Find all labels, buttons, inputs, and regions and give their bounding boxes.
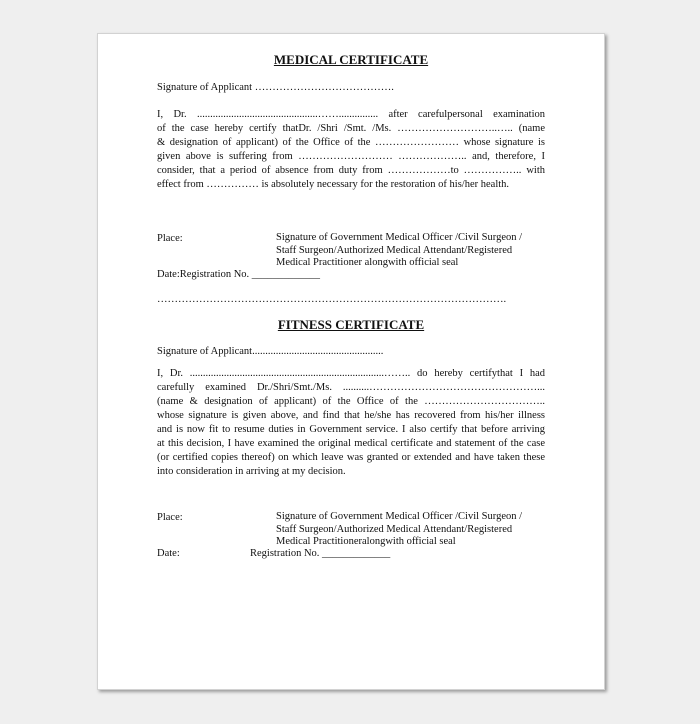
medical-body-line: consider, that a period of absence from duty from ………………to …………….. with <box>157 165 545 176</box>
signature-block-line: Signature of Government Medical Officer /Civil Surgeon / <box>276 511 523 522</box>
fitness-body-line: I, Dr. ..........................................................................…….. do hereby certifythat I had <box>157 368 545 379</box>
medical-signature-block <box>276 232 522 270</box>
medical-applicant-signature-line: Signature of Applicant …………………………………. <box>157 82 394 93</box>
signature-block-line: Staff Surgeon/Authorized Medical Attendant/Registered <box>276 244 513 256</box>
signature-block-line: Staff Surgeon/Authorized Medical Attendant/Registered <box>276 523 513 535</box>
medical-date-registration: Date:Registration No. _____________ <box>157 269 321 280</box>
medical-body-line: & designation of applicant) of the Office of the …………………… whose signature is <box>157 137 545 148</box>
medical-certificate-body <box>157 108 545 192</box>
fitness-signature-block <box>276 511 522 549</box>
signature-block-line: Signature of Government Medical Officer /Civil Surgeon / <box>276 232 523 243</box>
medical-body-line: given above is suffering from ……………………… ……………….. and, therefore, I <box>157 151 545 162</box>
medical-place-label: Place: <box>157 233 183 244</box>
fitness-certificate-body <box>157 367 545 479</box>
fitness-certificate-title: FITNESS CERTIFICATE <box>277 317 425 332</box>
signature-block-line: Medical Practitioner alongwith official seal <box>276 257 459 268</box>
medical-body-line: I, Dr. ..............................................……............... after carefulpersonal examination <box>157 109 545 120</box>
fitness-body-line: (or certified copies thereof) on which leave was granted or extended and have taken these <box>157 452 545 463</box>
certificate-page <box>97 33 605 690</box>
fitness-body-line: (name & designation of applicant) of the Office of the …………………………….. <box>157 396 545 407</box>
fitness-body-line: and is now fit to resume duties in Government service. I also certify that before arriving <box>157 424 545 435</box>
section-separator: ………………………………………………………………………………………. <box>157 294 507 305</box>
medical-certificate-title: MEDICAL CERTIFICATE <box>273 52 429 67</box>
fitness-body-line: whose signature is given above, and find that he/she has recovered from his/her illness <box>157 410 545 421</box>
medical-body-line: effect from …………… is absolutely necessary for the restoration of his/her health. <box>157 179 510 190</box>
fitness-registration-number: Registration No. _____________ <box>250 548 391 559</box>
fitness-body-line: at this decision, I have examined the original medical certificate and statement of the case <box>157 438 545 449</box>
fitness-body-line: into consideration in arriving at my decision. <box>157 466 346 477</box>
fitness-place-label: Place: <box>157 512 183 523</box>
fitness-date-label: Date: <box>157 548 180 559</box>
medical-body-line: of the case hereby certify thatDr. /Shri /Smt. /Ms. ………………………..….. (name <box>157 123 545 134</box>
signature-block-line: Medical Practitioneralongwith official seal <box>276 536 456 547</box>
fitness-applicant-signature-line: Signature of Applicant.................................................. <box>157 346 384 357</box>
fitness-body-line: carefully examined Dr./Shri/Smt./Ms. ..........…………………………………………... <box>157 382 545 393</box>
